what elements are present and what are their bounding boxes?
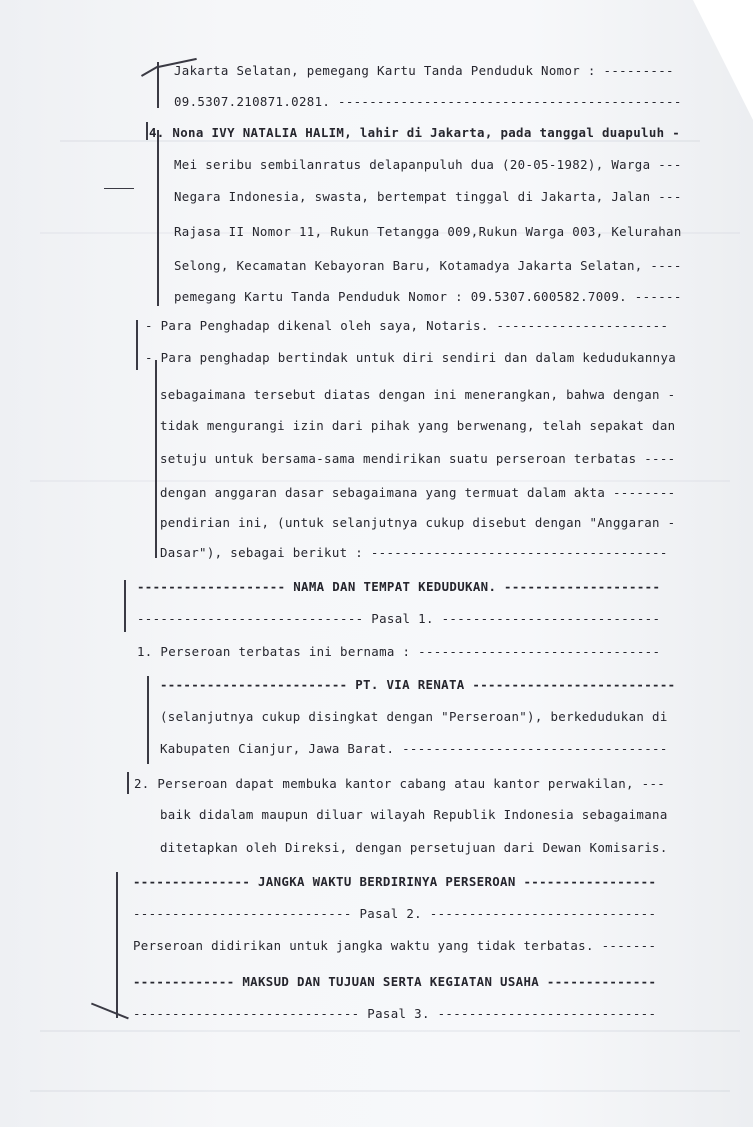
text-line: Negara Indonesia, swasta, bertempat tinggal di Jakarta, Jalan ---	[174, 189, 682, 204]
section-heading: --------------- JANGKA WAKTU BERDIRINYA PERSEROAN -----------------	[133, 874, 657, 889]
pasal-heading: ----------------------------- Pasal 3. ----------------------------	[133, 1006, 657, 1021]
text-line: dengan anggaran dasar sebagaimana yang termuat dalam akta --------	[160, 485, 676, 500]
text-line: pemegang Kartu Tanda Penduduk Nomor : 09.5307.600582.7009. ------	[174, 289, 682, 304]
text-line: pendirian ini, (untuk selanjutnya cukup disebut dengan "Anggaran -	[160, 515, 676, 530]
text-line: ditetapkan oleh Direksi, dengan persetujuan dari Dewan Komisaris.	[160, 840, 668, 855]
text-line: tidak mengurangi izin dari pihak yang berwenang, telah sepakat dan	[160, 418, 676, 433]
text-line: Rajasa II Nomor 11, Rukun Tetangga 009,Rukun Warga 003, Kelurahan	[174, 224, 682, 239]
text-line: setuju untuk bersama-sama mendirikan suatu perseroan terbatas ----	[160, 451, 676, 466]
text-line: 09.5307.210871.0281. --------------------------------------------	[174, 94, 682, 109]
text-line: 4. Nona IVY NATALIA HALIM, lahir di Jakarta, pada tanggal duapuluh -	[149, 125, 681, 140]
text-line: Kabupaten Cianjur, Jawa Barat. ----------------------------------	[160, 741, 668, 756]
text-line: Dasar"), sebagai berikut : --------------------------------------	[160, 545, 668, 560]
pasal-heading: ----------------------------- Pasal 1. ----------------------------	[137, 611, 661, 626]
page-corner-fold	[693, 0, 753, 120]
text-line: baik didalam maupun diluar wilayah Republik Indonesia sebagaimana	[160, 807, 668, 822]
text-line: 1. Perseroan terbatas ini bernama : -------------------------------	[137, 644, 661, 659]
text-line: sebagaimana tersebut diatas dengan ini menerangkan, bahwa dengan -	[160, 387, 676, 402]
text-line: - Para penghadap bertindak untuk diri sendiri dan dalam kedudukannya	[145, 350, 677, 365]
text-line: Mei seribu sembilanratus delapanpuluh dua (20-05-1982), Warga ---	[174, 157, 682, 172]
text-line: 2. Perseroan dapat membuka kantor cabang atau kantor perwakilan, ---	[134, 776, 666, 791]
company-name: ------------------------ PT. VIA RENATA --------------------------	[160, 677, 676, 692]
text-line: - Para Penghadap dikenal oleh saya, Notaris. ----------------------	[145, 318, 669, 333]
section-heading: ------------------- NAMA DAN TEMPAT KEDUDUKAN. --------------------	[137, 579, 661, 594]
text-line: Selong, Kecamatan Kebayoran Baru, Kotamadya Jakarta Selatan, ----	[174, 258, 682, 273]
text-line: (selanjutnya cukup disingkat dengan "Perseroan"), berkedudukan di	[160, 709, 668, 724]
text-line: Perseroan didirikan untuk jangka waktu yang tidak terbatas. -------	[133, 938, 657, 953]
section-heading: ------------- MAKSUD DAN TUJUAN SERTA KEGIATAN USAHA --------------	[133, 974, 657, 989]
pasal-heading: ---------------------------- Pasal 2. -----------------------------	[133, 906, 657, 921]
text-line: Jakarta Selatan, pemegang Kartu Tanda Penduduk Nomor : ---------	[174, 63, 674, 78]
